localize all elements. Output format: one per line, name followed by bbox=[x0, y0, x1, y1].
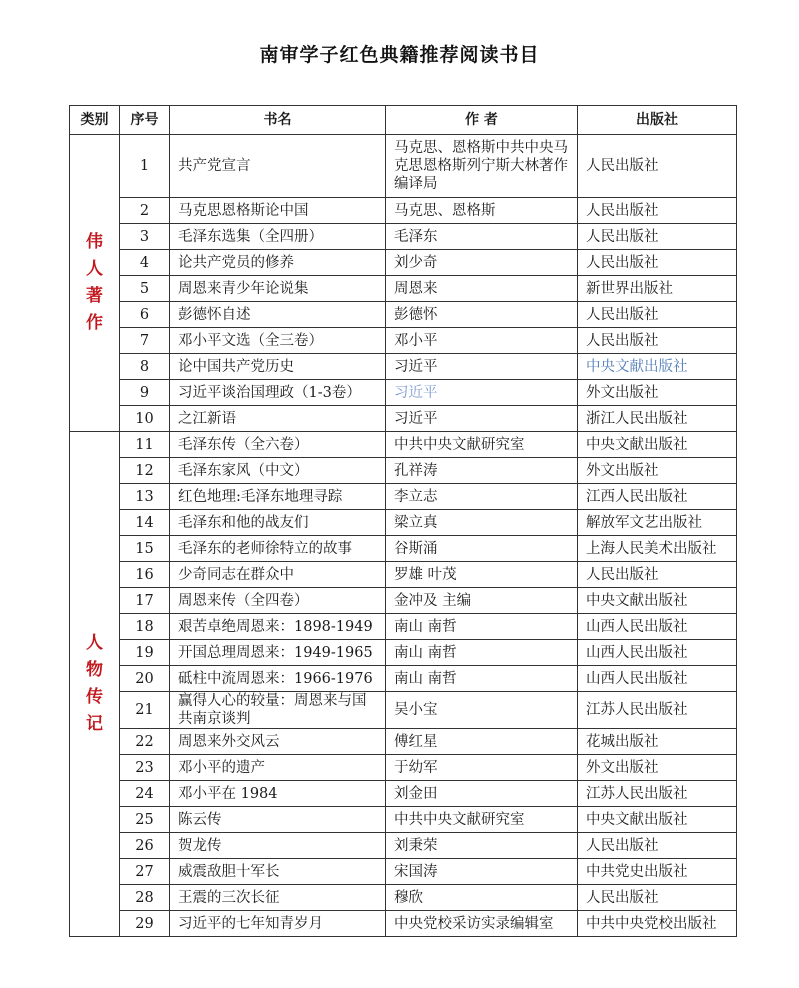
book-publisher: 中央文献出版社 bbox=[578, 432, 737, 458]
book-title: 毛泽东传（全六卷） bbox=[170, 432, 386, 458]
book-publisher: 人民出版社 bbox=[578, 250, 737, 276]
book-title: 毛泽东和他的战友们 bbox=[170, 510, 386, 536]
book-publisher: 外文出版社 bbox=[578, 458, 737, 484]
row-number: 13 bbox=[120, 484, 170, 510]
table-row bbox=[70, 135, 737, 198]
book-publisher: 花城出版社 bbox=[578, 729, 737, 755]
table-row bbox=[70, 755, 737, 781]
row-number: 9 bbox=[120, 380, 170, 406]
book-title: 共产党宣言 bbox=[170, 135, 386, 198]
book-title: 邓小平在 1984 bbox=[170, 781, 386, 807]
book-title: 马克思恩格斯论中国 bbox=[170, 198, 386, 224]
book-title: 毛泽东家风（中文） bbox=[170, 458, 386, 484]
row-number: 28 bbox=[120, 885, 170, 911]
table-header-row bbox=[70, 106, 737, 135]
table-row bbox=[70, 380, 737, 406]
category-label: 人物传记 bbox=[86, 633, 103, 734]
book-title: 少奇同志在群众中 bbox=[170, 562, 386, 588]
book-publisher: 中共中央党校出版社 bbox=[578, 911, 737, 937]
table-row bbox=[70, 302, 737, 328]
row-number: 26 bbox=[120, 833, 170, 859]
book-author: 南山 南哲 bbox=[386, 666, 578, 692]
book-author: 孔祥涛 bbox=[386, 458, 578, 484]
table-row bbox=[70, 562, 737, 588]
book-title: 之江新语 bbox=[170, 406, 386, 432]
book-author: 马克思、恩格斯中共中央马克思恩格斯列宁斯大林著作编译局 bbox=[386, 135, 578, 198]
row-number: 19 bbox=[120, 640, 170, 666]
table-row bbox=[70, 729, 737, 755]
book-author: 周恩来 bbox=[386, 276, 578, 302]
book-publisher: 浙江人民出版社 bbox=[578, 406, 737, 432]
header-author: 作 者 bbox=[386, 106, 578, 135]
book-publisher: 中央文献出版社 bbox=[578, 588, 737, 614]
table-row bbox=[70, 666, 737, 692]
row-number: 23 bbox=[120, 755, 170, 781]
row-number: 15 bbox=[120, 536, 170, 562]
book-author: 刘少奇 bbox=[386, 250, 578, 276]
book-author: 罗雄 叶茂 bbox=[386, 562, 578, 588]
book-author: 习近平 bbox=[386, 380, 578, 406]
row-number: 12 bbox=[120, 458, 170, 484]
table-row bbox=[70, 911, 737, 937]
book-author: 中共中央文献研究室 bbox=[386, 432, 578, 458]
table-row bbox=[70, 859, 737, 885]
book-title: 习近平的七年知青岁月 bbox=[170, 911, 386, 937]
table-row bbox=[70, 614, 737, 640]
book-publisher: 人民出版社 bbox=[578, 562, 737, 588]
row-number: 25 bbox=[120, 807, 170, 833]
row-number: 17 bbox=[120, 588, 170, 614]
book-title: 邓小平文选（全三卷） bbox=[170, 328, 386, 354]
book-title: 赢得人心的较量：周恩来与国共南京谈判 bbox=[170, 692, 386, 729]
table-row bbox=[70, 640, 737, 666]
table-row bbox=[70, 781, 737, 807]
book-publisher: 人民出版社 bbox=[578, 198, 737, 224]
table-row bbox=[70, 484, 737, 510]
book-author: 南山 南哲 bbox=[386, 640, 578, 666]
row-number: 10 bbox=[120, 406, 170, 432]
book-publisher: 山西人民出版社 bbox=[578, 640, 737, 666]
book-title: 王震的三次长征 bbox=[170, 885, 386, 911]
row-number: 6 bbox=[120, 302, 170, 328]
header-index: 序号 bbox=[120, 106, 170, 135]
row-number: 24 bbox=[120, 781, 170, 807]
table-row bbox=[70, 833, 737, 859]
row-number: 11 bbox=[120, 432, 170, 458]
book-publisher: 山西人民出版社 bbox=[578, 666, 737, 692]
book-title: 威震敌胆十军长 bbox=[170, 859, 386, 885]
book-publisher: 山西人民出版社 bbox=[578, 614, 737, 640]
book-publisher: 中央文献出版社 bbox=[578, 807, 737, 833]
book-author: 梁立真 bbox=[386, 510, 578, 536]
row-number: 22 bbox=[120, 729, 170, 755]
book-author: 宋国涛 bbox=[386, 859, 578, 885]
row-number: 20 bbox=[120, 666, 170, 692]
row-number: 5 bbox=[120, 276, 170, 302]
book-author: 彭德怀 bbox=[386, 302, 578, 328]
book-author: 习近平 bbox=[386, 354, 578, 380]
row-number: 27 bbox=[120, 859, 170, 885]
book-author: 毛泽东 bbox=[386, 224, 578, 250]
book-author: 傅红星 bbox=[386, 729, 578, 755]
book-publisher: 人民出版社 bbox=[578, 135, 737, 198]
book-title: 艰苦卓绝周恩来：1898-1949 bbox=[170, 614, 386, 640]
book-author: 吴小宝 bbox=[386, 692, 578, 729]
book-title: 周恩来外交风云 bbox=[170, 729, 386, 755]
book-title: 毛泽东的老师徐特立的故事 bbox=[170, 536, 386, 562]
book-author: 穆欣 bbox=[386, 885, 578, 911]
book-title: 习近平谈治国理政（1-3卷） bbox=[170, 380, 386, 406]
book-publisher: 江西人民出版社 bbox=[578, 484, 737, 510]
book-title: 红色地理:毛泽东地理寻踪 bbox=[170, 484, 386, 510]
table-row bbox=[70, 224, 737, 250]
table-row bbox=[70, 692, 737, 729]
book-title: 论共产党员的修养 bbox=[170, 250, 386, 276]
book-author: 习近平 bbox=[386, 406, 578, 432]
table-row bbox=[70, 510, 737, 536]
book-title: 陈云传 bbox=[170, 807, 386, 833]
book-author: 中共中央文献研究室 bbox=[386, 807, 578, 833]
book-author: 中央党校采访实录编辑室 bbox=[386, 911, 578, 937]
book-author: 李立志 bbox=[386, 484, 578, 510]
book-title: 开国总理周恩来：1949-1965 bbox=[170, 640, 386, 666]
book-author: 金冲及 主编 bbox=[386, 588, 578, 614]
table-row bbox=[70, 588, 737, 614]
book-publisher: 解放军文艺出版社 bbox=[578, 510, 737, 536]
category-label: 伟人著作 bbox=[86, 232, 103, 333]
row-number: 7 bbox=[120, 328, 170, 354]
row-number: 1 bbox=[120, 135, 170, 198]
book-title: 论中国共产党历史 bbox=[170, 354, 386, 380]
book-publisher: 中央文献出版社 bbox=[578, 354, 737, 380]
book-publisher: 上海人民美术出版社 bbox=[578, 536, 737, 562]
table-row bbox=[70, 406, 737, 432]
book-author: 马克思、恩格斯 bbox=[386, 198, 578, 224]
book-publisher: 外文出版社 bbox=[578, 755, 737, 781]
book-title: 周恩来青少年论说集 bbox=[170, 276, 386, 302]
book-author: 谷斯涌 bbox=[386, 536, 578, 562]
book-title: 毛泽东选集（全四册） bbox=[170, 224, 386, 250]
header-book: 书名 bbox=[170, 106, 386, 135]
row-number: 14 bbox=[120, 510, 170, 536]
row-number: 4 bbox=[120, 250, 170, 276]
table-row bbox=[70, 807, 737, 833]
row-number: 29 bbox=[120, 911, 170, 937]
book-publisher: 新世界出版社 bbox=[578, 276, 737, 302]
book-title: 彭德怀自述 bbox=[170, 302, 386, 328]
book-title: 贺龙传 bbox=[170, 833, 386, 859]
category-cell bbox=[70, 432, 120, 937]
table-row bbox=[70, 458, 737, 484]
book-publisher: 江苏人民出版社 bbox=[578, 781, 737, 807]
book-publisher: 人民出版社 bbox=[578, 302, 737, 328]
category-cell bbox=[70, 135, 120, 432]
table-row bbox=[70, 250, 737, 276]
row-number: 3 bbox=[120, 224, 170, 250]
book-author: 南山 南哲 bbox=[386, 614, 578, 640]
book-title: 砥柱中流周恩来：1966-1976 bbox=[170, 666, 386, 692]
book-author: 邓小平 bbox=[386, 328, 578, 354]
header-category: 类别 bbox=[70, 106, 120, 135]
book-title: 邓小平的遗产 bbox=[170, 755, 386, 781]
book-title: 周恩来传（全四卷） bbox=[170, 588, 386, 614]
book-publisher: 外文出版社 bbox=[578, 380, 737, 406]
header-publisher: 出版社 bbox=[578, 106, 737, 135]
book-publisher: 人民出版社 bbox=[578, 833, 737, 859]
page-title: 南审学子红色典籍推荐阅读书目 bbox=[259, 44, 540, 66]
row-number: 16 bbox=[120, 562, 170, 588]
book-author: 于幼军 bbox=[386, 755, 578, 781]
row-number: 18 bbox=[120, 614, 170, 640]
book-list-table bbox=[69, 105, 737, 937]
book-author: 刘秉荣 bbox=[386, 833, 578, 859]
table-row bbox=[70, 198, 737, 224]
table-row bbox=[70, 536, 737, 562]
book-publisher: 中共党史出版社 bbox=[578, 859, 737, 885]
row-number: 8 bbox=[120, 354, 170, 380]
table-row bbox=[70, 354, 737, 380]
book-publisher: 人民出版社 bbox=[578, 328, 737, 354]
book-publisher: 人民出版社 bbox=[578, 885, 737, 911]
table-row bbox=[70, 432, 737, 458]
table-row bbox=[70, 276, 737, 302]
table-body bbox=[70, 135, 737, 937]
book-author: 刘金田 bbox=[386, 781, 578, 807]
book-publisher: 江苏人民出版社 bbox=[578, 692, 737, 729]
table-row bbox=[70, 328, 737, 354]
row-number: 2 bbox=[120, 198, 170, 224]
row-number: 21 bbox=[120, 692, 170, 729]
table-row bbox=[70, 885, 737, 911]
book-publisher: 人民出版社 bbox=[578, 224, 737, 250]
